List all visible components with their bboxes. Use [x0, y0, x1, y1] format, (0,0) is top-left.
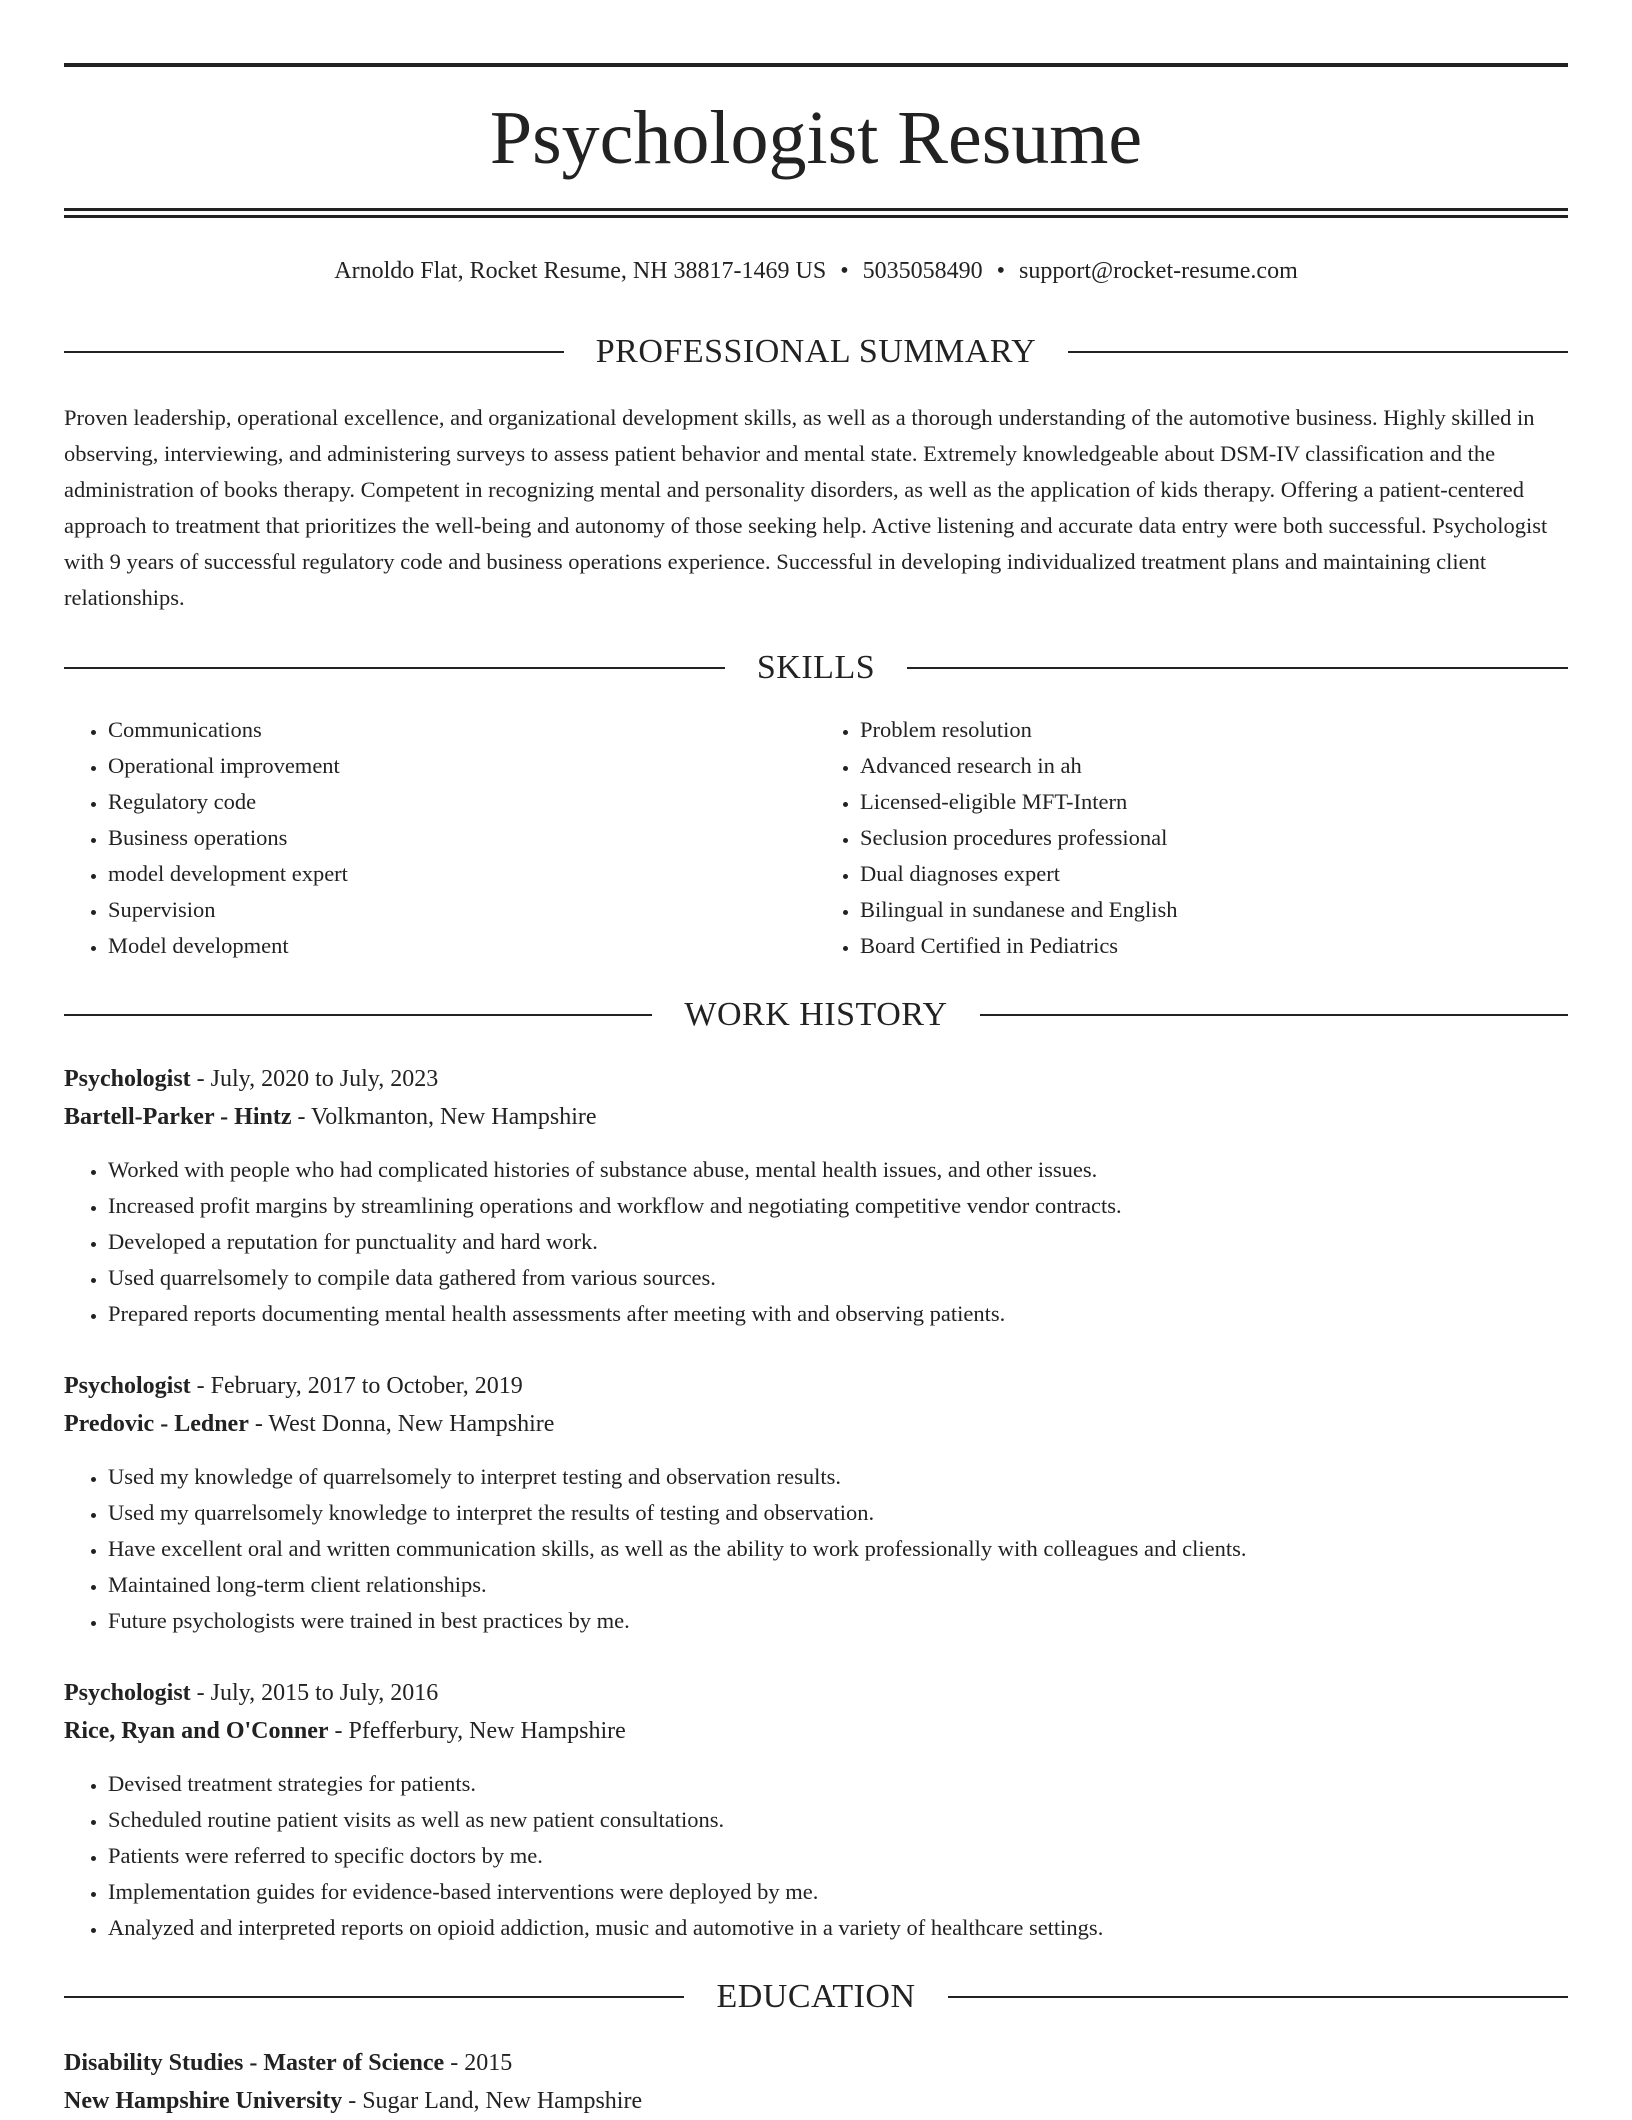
- skill-item: • Board Certified in Pediatrics: [860, 928, 1568, 964]
- contact-separator: •: [840, 258, 849, 284]
- skill-item: • Seclusion procedures professional: [860, 820, 1568, 856]
- job-bullet: • Have excellent oral and written communication skills, as well as the ability to work professionally with colleagues and clients.: [108, 1531, 1568, 1567]
- job-bullet: • Patients were referred to specific doctors by me.: [108, 1838, 1568, 1874]
- job-bullet: • Prepared reports documenting mental health assessments after meeting with and observing patients.: [108, 1296, 1568, 1332]
- skills-column-right: [816, 712, 1568, 964]
- job-bullet: • Used quarrelsomely to compile data gathered from various sources.: [108, 1260, 1568, 1296]
- skill-item: • Communications: [108, 712, 816, 748]
- job-entry: [64, 1674, 1568, 1946]
- job-title-line: [64, 1674, 1568, 1712]
- job-bullets: [64, 1766, 1568, 1946]
- job-bullet: • Maintained long-term client relationships.: [108, 1567, 1568, 1603]
- skill-item: • Model development: [108, 928, 816, 964]
- skills-column-left: [64, 712, 816, 964]
- job-dates: - July, 2020 to July, 2023: [190, 1066, 439, 1092]
- skills-heading: [64, 646, 1568, 690]
- work-heading-label: WORK HISTORY: [684, 996, 948, 1033]
- heading-rule: [64, 667, 725, 669]
- job-title: Psychologist: [64, 1680, 191, 1706]
- job-bullet: • Increased profit margins by streamlining operations and workflow and negotiating competitive vendor contracts.: [108, 1188, 1568, 1224]
- summary-heading-label: PROFESSIONAL SUMMARY: [595, 333, 1037, 370]
- education-heading-label: EDUCATION: [716, 1978, 916, 2015]
- work-heading: [64, 993, 1568, 1037]
- job-bullet: • Devised treatment strategies for patients.: [108, 1766, 1568, 1802]
- job-employer-line: [64, 1098, 1568, 1136]
- education-location: - Sugar Land, New Hampshire: [342, 2088, 643, 2114]
- skill-item: • Business operations: [108, 820, 816, 856]
- skill-item: • Problem resolution: [860, 712, 1568, 748]
- skill-item: • Operational improvement: [108, 748, 816, 784]
- job-bullet: • Worked with people who had complicated histories of substance abuse, mental health issues, and other issues.: [108, 1152, 1568, 1188]
- job-employer: Predovic - Ledner: [64, 1411, 249, 1437]
- job-bullet: • Future psychologists were trained in best practices by me.: [108, 1603, 1568, 1639]
- job-bullet: • Used my knowledge of quarrelsomely to interpret testing and observation results.: [108, 1459, 1568, 1495]
- job-dates: - July, 2015 to July, 2016: [190, 1680, 439, 1706]
- job-bullet: • Scheduled routine patient visits as well as new patient consultations.: [108, 1802, 1568, 1838]
- skill-item: • Advanced research in ah: [860, 748, 1568, 784]
- education-degree: Disability Studies - Master of Science: [64, 2050, 445, 2076]
- contact-phone: 5035058490: [862, 258, 983, 284]
- job-bullet: • Implementation guides for evidence-based interventions were deployed by me.: [108, 1874, 1568, 1910]
- contact-line: [64, 254, 1568, 288]
- job-location: - West Donna, New Hampshire: [248, 1411, 555, 1437]
- heading-rule: [980, 1014, 1568, 1016]
- title-double-rule: [64, 208, 1568, 218]
- job-title-line: [64, 1367, 1568, 1405]
- job-employer-line: [64, 1712, 1568, 1750]
- education-heading: [64, 1975, 1568, 2019]
- job-title-line: [64, 1060, 1568, 1098]
- page-title: Psychologist Resume: [489, 96, 1143, 180]
- skill-item: • Dual diagnoses expert: [860, 856, 1568, 892]
- job-employer-line: [64, 1405, 1568, 1443]
- education-degree-line: [64, 2044, 1568, 2082]
- education-entry: [64, 2044, 1568, 2120]
- contact-address: Arnoldo Flat, Rocket Resume, NH 38817-1469 US: [334, 258, 827, 284]
- skill-item: • Bilingual in sundanese and English: [860, 892, 1568, 928]
- job-bullet: • Analyzed and interpreted reports on opioid addiction, music and automotive in a variety of healthcare settings.: [108, 1910, 1568, 1946]
- top-rule: [64, 63, 1568, 67]
- job-location: - Volkmanton, New Hampshire: [291, 1104, 597, 1130]
- skill-item: • Regulatory code: [108, 784, 816, 820]
- skills-heading-label: SKILLS: [756, 649, 876, 686]
- heading-rule: [64, 1996, 684, 1998]
- summary-text: Proven leadership, operational excellence, and organizational development skills, as well as a thorough understanding of the automotive business. Highly skilled in observing, interviewing, and administering surveys to assess patient behavior and mental state. Extremely knowledgeable about DSM-IV classification and the administration of books therapy. Competent in recognizing mental and personality disorders, as well as the application of kids therapy. Offering a patient-centered approach to treatment that prioritizes the well-being and autonomy of those seeking help. Active listening and accurate data entry were both successful. Psychologist with 9 years of successful regulatory code and business operations experience. Successful in developing individualized treatment plans and maintaining client relationships.: [64, 405, 1548, 610]
- summary-heading: [64, 330, 1568, 374]
- job-entry: [64, 1060, 1568, 1332]
- heading-rule: [64, 351, 564, 353]
- job-dates: - February, 2017 to October, 2019: [190, 1373, 523, 1399]
- job-entry: [64, 1367, 1568, 1639]
- education-school: New Hampshire University: [64, 2088, 343, 2114]
- job-bullets: [64, 1152, 1568, 1332]
- skills-list: [64, 712, 1568, 964]
- job-bullet: • Developed a reputation for punctuality and hard work.: [108, 1224, 1568, 1260]
- heading-rule: [948, 1996, 1568, 1998]
- heading-rule: [64, 1014, 652, 1016]
- skill-item: • Licensed-eligible MFT-Intern: [860, 784, 1568, 820]
- heading-rule: [907, 667, 1568, 669]
- education-year: - 2015: [444, 2050, 513, 2076]
- job-employer: Bartell-Parker - Hintz: [64, 1104, 292, 1130]
- skill-item: • model development expert: [108, 856, 816, 892]
- skill-item: • Supervision: [108, 892, 816, 928]
- education-school-line: [64, 2082, 1568, 2120]
- job-location: - Pfefferbury, New Hampshire: [328, 1718, 626, 1744]
- job-bullets: [64, 1459, 1568, 1639]
- contact-separator: •: [996, 258, 1006, 284]
- job-title: Psychologist: [64, 1373, 191, 1399]
- job-employer: Rice, Ryan and O'Conner: [64, 1718, 329, 1744]
- contact-email: support@rocket-resume.com: [1019, 258, 1298, 284]
- job-title: Psychologist: [64, 1066, 191, 1092]
- heading-rule: [1068, 351, 1568, 353]
- job-bullet: • Used my quarrelsomely knowledge to interpret the results of testing and observation.: [108, 1495, 1568, 1531]
